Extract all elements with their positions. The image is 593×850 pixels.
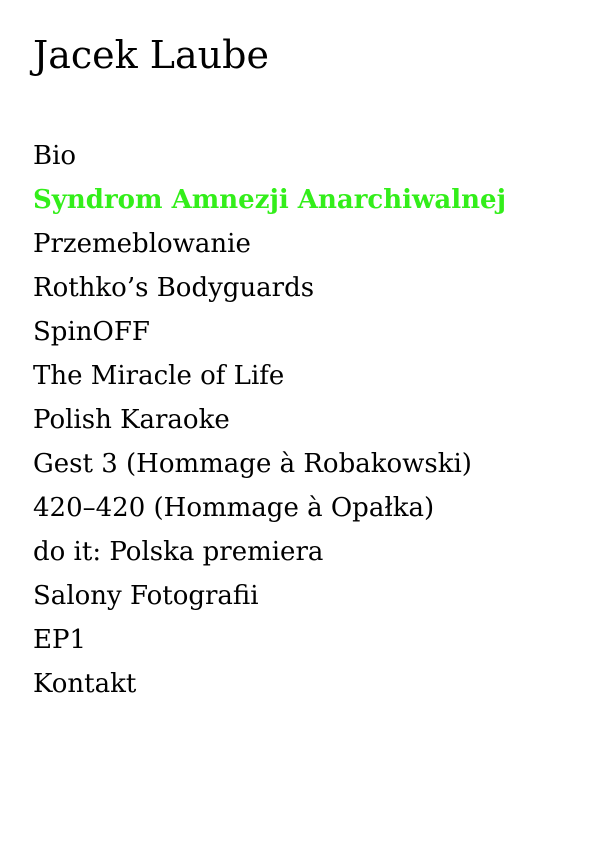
nav-link-rothkos-bodyguards[interactable]: Rothko’s Bodyguards [33,273,315,303]
nav-item-syndrom-amnezji-anarchiwalnej [33,178,506,222]
site-title[interactable]: Jacek Laube [33,33,269,77]
nav-item-kontakt [33,662,506,706]
nav-item-the-miracle-of-life [33,354,506,398]
nav-link-polish-karaoke[interactable]: Polish Karaoke [33,405,230,435]
nav-item-ep1 [33,618,506,662]
nav-item-gest-3 [33,442,506,486]
nav-item-polish-karaoke [33,398,506,442]
nav-item-salony-fotografii [33,574,506,618]
nav-item-do-it-polska-premiera [33,530,506,574]
nav-item-bio [33,134,506,178]
nav-item-przemeblowanie [33,222,506,266]
nav-link-gest-3[interactable]: Gest 3 (Hommage à Robakowski) [33,449,472,479]
nav-link-kontakt[interactable]: Kontakt [33,669,137,699]
nav-link-420-420[interactable]: 420–420 (Hommage à Opałka) [33,493,435,523]
nav-link-spinoff[interactable]: SpinOFF [33,317,150,347]
nav-link-salony-fotografii[interactable]: Salony Fotografii [33,581,259,611]
nav-item-rothkos-bodyguards [33,266,506,310]
nav-link-przemeblowanie[interactable]: Przemeblowanie [33,229,251,259]
nav-item-420-420 [33,486,506,530]
main-navigation [33,134,506,706]
nav-item-spinoff [33,310,506,354]
nav-link-syndrom-amnezji-anarchiwalnej[interactable]: Syndrom Amnezji Anarchiwalnej [33,185,506,215]
nav-link-do-it-polska-premiera[interactable]: do it: Polska premiera [33,537,324,567]
nav-link-the-miracle-of-life[interactable]: The Miracle of Life [33,361,285,391]
nav-link-bio[interactable]: Bio [33,141,77,171]
nav-link-ep1[interactable]: EP1 [33,625,87,655]
